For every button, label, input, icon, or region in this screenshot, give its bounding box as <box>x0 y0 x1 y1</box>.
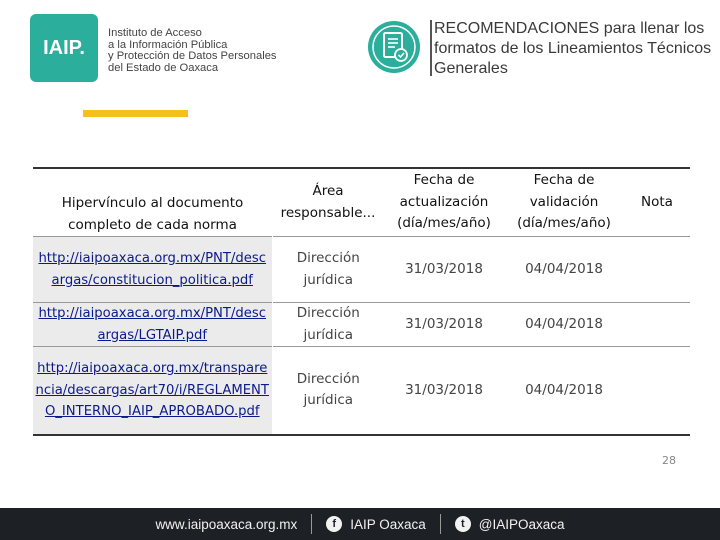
iaip-logo <box>30 14 98 82</box>
fecha-actualizacion-cell: 31/03/2018 <box>405 381 483 398</box>
fecha-validacion-cell: 04/04/2018 <box>525 315 603 332</box>
table-row <box>33 347 690 435</box>
document-link[interactable]: http://iaipoaxaca.org.mx/transparencia/descargas/art70/i/REGLAMENTO_INTERNO_IAIP_APROBADO.pdf <box>33 347 272 435</box>
document-link[interactable]: http://iaipoaxaca.org.mx/PNT/descargas/LGTAIP.pdf <box>33 303 272 347</box>
column-header-link: Hipervínculo al documento completo de cada norma <box>61 195 244 233</box>
institute-name <box>108 28 277 74</box>
twitter-icon: t <box>455 516 471 532</box>
area-cell: Dirección jurídica <box>296 370 360 409</box>
twitter-link[interactable]: @IAIPOaxaca <box>478 516 565 532</box>
header-divider <box>430 20 432 76</box>
accent-bar <box>83 110 188 117</box>
logo-text: IAIP. <box>43 36 85 59</box>
column-header-nota: Nota <box>641 193 673 210</box>
nota-cell <box>624 303 690 347</box>
facebook-link[interactable]: IAIP Oaxaca <box>350 516 426 532</box>
area-cell: Dirección jurídica <box>296 250 360 288</box>
page-title: RECOMENDACIONES para llenar los formatos de los Lineamientos Técnicos Generales <box>434 20 712 77</box>
document-link[interactable]: http://iaipoaxaca.org.mx/PNT/descargas/constitucion_politica.pdf <box>33 237 272 303</box>
fecha-validacion-cell: 04/04/2018 <box>525 381 603 398</box>
nota-cell <box>624 347 690 435</box>
facebook-icon: f <box>326 516 342 532</box>
table-row <box>33 303 690 347</box>
document-icon <box>367 20 421 74</box>
institute-line: y Protección de Datos Personales <box>108 50 277 63</box>
table-header-row <box>33 168 690 237</box>
nota-cell <box>624 237 690 303</box>
column-header-fecha-actualizacion: Fecha de actualización (día/mes/año) <box>397 172 491 232</box>
institute-line: Instituto de Acceso <box>108 27 202 39</box>
norms-table <box>33 167 690 436</box>
institute-line: a la Información Pública <box>108 38 228 51</box>
footer-separator <box>440 514 441 534</box>
column-header-area: Área responsable... <box>280 183 376 221</box>
footer-bar <box>0 508 720 540</box>
table-row <box>33 237 690 303</box>
fecha-actualizacion-cell: 31/03/2018 <box>405 315 483 332</box>
page-number: 28 <box>662 454 676 467</box>
area-cell: Dirección jurídica <box>296 305 360 343</box>
fecha-validacion-cell: 04/04/2018 <box>525 260 603 277</box>
website-link[interactable]: www.iaipoaxaca.org.mx <box>155 516 298 532</box>
column-header-fecha-validacion: Fecha de validación (día/mes/año) <box>517 172 611 232</box>
footer-separator <box>311 514 312 534</box>
institute-line: del Estado de Oaxaca <box>108 61 219 74</box>
fecha-actualizacion-cell: 31/03/2018 <box>405 260 483 277</box>
